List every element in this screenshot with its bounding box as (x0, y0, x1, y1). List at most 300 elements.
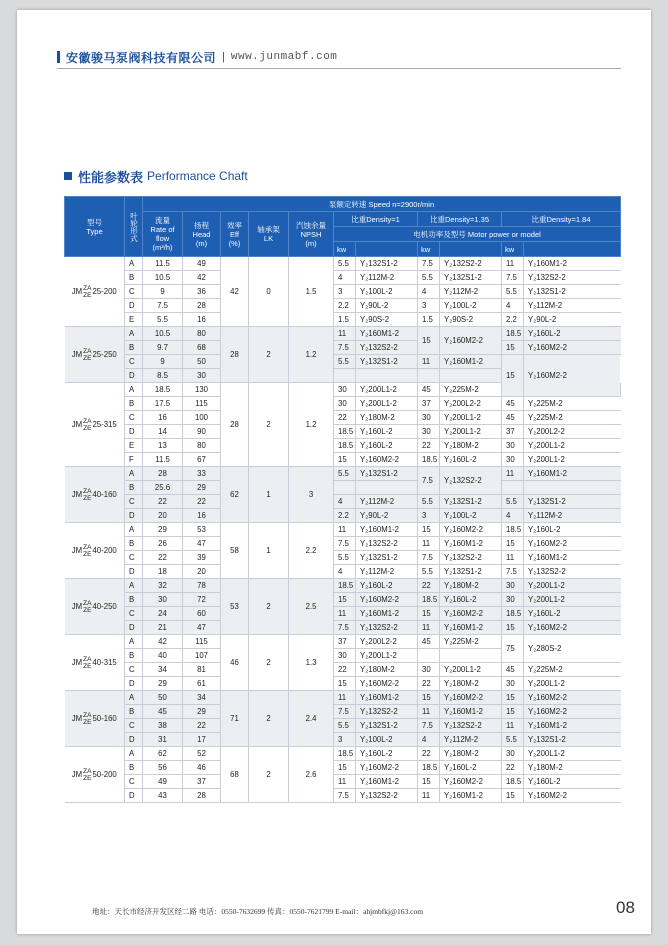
table-row (65, 747, 621, 761)
bearing-value: 2 (249, 579, 289, 635)
motor-kw: 7.5 (334, 621, 356, 635)
motor-model: Y₂160M1-2 (356, 327, 418, 341)
head-value: 28 (183, 299, 221, 313)
model-cell (65, 257, 125, 327)
motor-model: Y₂200L1-2 (524, 439, 621, 453)
flow-value: 18.5 (143, 383, 183, 397)
head-value: 34 (183, 691, 221, 705)
impeller-code: D (125, 565, 143, 579)
npsh-value: 1.3 (289, 635, 334, 691)
motor-kw: 11 (334, 775, 356, 789)
motor-kw: 3 (334, 285, 356, 299)
motor-model: Y₂200L1-2 (440, 411, 502, 425)
motor-model: Y₂132S1-2 (440, 495, 502, 509)
motor-model: Y₂160M1-2 (440, 789, 502, 803)
motor-kw: 30 (502, 439, 524, 453)
flow-value: 29 (143, 523, 183, 537)
head-value: 42 (183, 271, 221, 285)
table-row (65, 775, 621, 789)
motor-kw: 11 (502, 719, 524, 733)
impeller-code: C (125, 551, 143, 565)
motor-kw: 2.2 (334, 299, 356, 313)
motor-model: Y₂112M-2 (440, 285, 502, 299)
table-row (65, 411, 621, 425)
motor-model: Y₂160M1-2 (440, 621, 502, 635)
motor-model: Y₂132S2-2 (356, 537, 418, 551)
motor-model: Y₂225M-2 (524, 397, 621, 411)
motor-kw: 30 (502, 579, 524, 593)
flow-value: 10.5 (143, 271, 183, 285)
head-value: 47 (183, 621, 221, 635)
motor-kw: 30 (334, 649, 356, 663)
efficiency-value: 53 (221, 579, 249, 635)
motor-kw: 11 (334, 607, 356, 621)
motor-kw: 18.5 (334, 579, 356, 593)
flow-value: 8.5 (143, 369, 183, 383)
motor-kw: 15 (334, 761, 356, 775)
bearing-value: 0 (249, 257, 289, 327)
motor-kw: 15 (502, 537, 524, 551)
motor-model: Y₂132S2-2 (356, 341, 418, 355)
bearing-value: 2 (249, 327, 289, 383)
head-value: 22 (183, 719, 221, 733)
impeller-code: E (125, 439, 143, 453)
company-name: 安徽骏马泵阀科技有限公司 (66, 50, 217, 65)
flow-value: 11.5 (143, 453, 183, 467)
motor-model: Y₂160L-2 (356, 439, 418, 453)
motor-kw: 22 (418, 677, 440, 691)
motor-kw: 1.5 (418, 313, 440, 327)
impeller-code: A (125, 635, 143, 649)
model-ze: ZE (83, 718, 92, 726)
motor-kw: 11 (502, 257, 524, 271)
table-row (65, 453, 621, 467)
head-value: 60 (183, 607, 221, 621)
motor-model: Y₂180M-2 (440, 439, 502, 453)
head-value: 22 (183, 495, 221, 509)
head-value: 29 (183, 481, 221, 495)
head-value: 37 (183, 775, 221, 789)
model-number: 40-250 (92, 601, 117, 611)
model-za: ZA (83, 711, 92, 719)
head-value: 29 (183, 705, 221, 719)
flow-value: 30 (143, 593, 183, 607)
head-value: 61 (183, 677, 221, 691)
head-value: 115 (183, 397, 221, 411)
impeller-code: D (125, 509, 143, 523)
flow-value: 26 (143, 537, 183, 551)
motor-kw: 7.5 (334, 705, 356, 719)
motor-kw: 30 (418, 663, 440, 677)
head-value: 17 (183, 733, 221, 747)
table-row (65, 537, 621, 551)
table-row (65, 761, 621, 775)
model-number: 40-315 (92, 657, 117, 667)
impeller-code: A (125, 257, 143, 271)
motor-kw: 7.5 (334, 789, 356, 803)
header-bearing: 轴承架 LK (249, 212, 289, 257)
npsh-value: 2.2 (289, 523, 334, 579)
motor-kw: 3 (334, 733, 356, 747)
flow-value: 9 (143, 355, 183, 369)
motor-kw: 22 (502, 761, 524, 775)
motor-model: Y₂132S1-2 (440, 271, 502, 285)
table-row (65, 355, 621, 369)
motor-kw: 22 (418, 579, 440, 593)
model-za-ze (83, 488, 91, 502)
model-ze: ZE (83, 494, 92, 502)
section-title-en: Performance Chaft (147, 169, 248, 183)
model-za-ze (83, 348, 91, 362)
motor-model: Y₂160M1-2 (440, 537, 502, 551)
motor-kw: 7.5 (418, 257, 440, 271)
motor-model: Y₂132S1-2 (440, 565, 502, 579)
impeller-code: C (125, 775, 143, 789)
motor-model: Y₂132S2-2 (440, 551, 502, 565)
motor-model: Y₂160M2-2 (524, 341, 621, 355)
flow-value: 42 (143, 635, 183, 649)
npsh-value: 1.2 (289, 383, 334, 467)
table-row (65, 467, 621, 481)
motor-kw: 11 (418, 621, 440, 635)
header-kw: kw (502, 242, 524, 257)
header-head: 扬程 Head (m) (183, 212, 221, 257)
impeller-code: A (125, 579, 143, 593)
motor-kw: 5.5 (502, 495, 524, 509)
efficiency-value: 28 (221, 383, 249, 467)
head-value: 68 (183, 341, 221, 355)
motor-kw: 15 (418, 775, 440, 789)
motor-model: Y₂112M-2 (440, 733, 502, 747)
head-value: 107 (183, 649, 221, 663)
table-row (65, 607, 621, 621)
bearing-value: 2 (249, 635, 289, 691)
table-row (65, 719, 621, 733)
motor-kw: 15 (334, 453, 356, 467)
model-number: 50-160 (92, 713, 117, 723)
motor-model: Y₂160L-2 (356, 579, 418, 593)
motor-model: Y₂200L1-2 (356, 649, 418, 663)
motor-model: Y₂160M2-2 (356, 761, 418, 775)
motor-model: Y₂160M1-2 (440, 705, 502, 719)
motor-kw: 5.5 (502, 733, 524, 747)
motor-kw: 15 (418, 691, 440, 705)
motor-kw: 18.5 (502, 607, 524, 621)
table-row (65, 257, 621, 271)
table-row (65, 621, 621, 635)
head-value: 80 (183, 327, 221, 341)
flow-value: 32 (143, 579, 183, 593)
motor-model: Y₂160M2-2 (356, 677, 418, 691)
model-cell (65, 327, 125, 383)
motor-kw: 4 (418, 733, 440, 747)
motor-kw: 15 (502, 341, 524, 355)
motor-model (440, 649, 502, 663)
motor-kw: 30 (334, 397, 356, 411)
impeller-code: D (125, 677, 143, 691)
motor-model: Y₂180M-2 (440, 747, 502, 761)
table-row (65, 705, 621, 719)
flow-value: 17.5 (143, 397, 183, 411)
impeller-code: B (125, 537, 143, 551)
motor-kw: 11 (502, 551, 524, 565)
motor-model: Y₂90L-2 (356, 299, 418, 313)
motor-kw: 7.5 (502, 565, 524, 579)
motor-model: Y₂132S1-2 (356, 355, 418, 369)
motor-kw: 30 (502, 593, 524, 607)
bearing-value: 1 (249, 523, 289, 579)
motor-kw: 5.5 (334, 257, 356, 271)
motor-model: Y₂160M1-2 (524, 257, 621, 271)
impeller-code: F (125, 453, 143, 467)
motor-kw: 45 (502, 397, 524, 411)
motor-kw: 7.5 (334, 537, 356, 551)
motor-kw: 18.5 (502, 775, 524, 789)
flow-value: 5.5 (143, 313, 183, 327)
motor-model: Y₂160M2-2 (524, 621, 621, 635)
impeller-code: E (125, 313, 143, 327)
model-prefix: JM (71, 286, 83, 296)
model-prefix: JM (71, 601, 83, 611)
head-value: 28 (183, 789, 221, 803)
motor-model: Y₂160L-2 (524, 607, 621, 621)
head-value: 20 (183, 565, 221, 579)
motor-model: Y₂160M1-2 (524, 551, 621, 565)
flow-value: 9 (143, 285, 183, 299)
efficiency-value: 68 (221, 747, 249, 803)
model-prefix: JM (71, 349, 83, 359)
motor-kw: 18.5 (418, 453, 440, 467)
motor-model: Y₂200L1-2 (440, 663, 502, 677)
impeller-code: B (125, 593, 143, 607)
motor-model: Y₂200L1-2 (440, 425, 502, 439)
motor-kw: 15 (334, 593, 356, 607)
impeller-code: B (125, 761, 143, 775)
table-row (65, 299, 621, 313)
model-prefix: JM (71, 545, 83, 555)
section-title (64, 168, 248, 184)
header-type: 型号 Type (65, 197, 125, 257)
motor-model: Y₂160M2-2 (440, 607, 502, 621)
motor-kw: 30 (502, 453, 524, 467)
motor-model: Y₂225M-2 (440, 635, 502, 649)
motor-model (440, 369, 502, 383)
motor-model: Y₂160L-2 (440, 453, 502, 467)
head-value: 78 (183, 579, 221, 593)
header-divider (57, 68, 621, 69)
bearing-value: 2 (249, 747, 289, 803)
motor-kw: 45 (418, 635, 440, 649)
impeller-code: A (125, 523, 143, 537)
table-row (65, 789, 621, 803)
motor-kw: 22 (418, 439, 440, 453)
impeller-code: C (125, 607, 143, 621)
header-density-184: 比重Density=1.84 (502, 212, 621, 227)
model-cell (65, 383, 125, 467)
efficiency-value: 71 (221, 691, 249, 747)
model-za: ZA (83, 417, 92, 425)
table-row (65, 397, 621, 411)
model-ze: ZE (83, 424, 92, 432)
motor-kw: 15 (502, 355, 524, 397)
table-row (65, 495, 621, 509)
model-prefix: JM (71, 489, 83, 499)
table-row (65, 439, 621, 453)
head-value: 36 (183, 285, 221, 299)
motor-model: Y₂160M2-2 (440, 775, 502, 789)
npsh-value: 2.6 (289, 747, 334, 803)
motor-model: Y₂160M1-2 (440, 355, 502, 369)
motor-model: Y₂180M-2 (440, 579, 502, 593)
motor-model: Y₂160M1-2 (524, 467, 621, 481)
motor-kw: 5.5 (502, 285, 524, 299)
motor-kw: 11 (418, 705, 440, 719)
motor-kw: 15 (334, 677, 356, 691)
motor-kw: 15 (502, 691, 524, 705)
motor-kw: 7.5 (418, 467, 440, 495)
head-value: 80 (183, 439, 221, 453)
motor-model: Y₂100L-2 (440, 299, 502, 313)
flow-value: 50 (143, 691, 183, 705)
motor-kw: 11 (334, 327, 356, 341)
bearing-value: 1 (249, 467, 289, 523)
impeller-code: B (125, 271, 143, 285)
motor-model: Y₂160M1-2 (356, 775, 418, 789)
table-row (65, 425, 621, 439)
motor-model: Y₂132S2-2 (356, 789, 418, 803)
flow-value: 7.5 (143, 299, 183, 313)
table-row (65, 677, 621, 691)
model-cell (65, 691, 125, 747)
efficiency-value: 58 (221, 523, 249, 579)
impeller-code: C (125, 411, 143, 425)
model-number: 25-200 (92, 286, 117, 296)
motor-kw: 5.5 (334, 467, 356, 481)
motor-model: Y₂200L2-2 (356, 635, 418, 649)
table-row (65, 579, 621, 593)
impeller-code: A (125, 467, 143, 481)
header-density-1: 比重Density=1 (334, 212, 418, 227)
head-value: 53 (183, 523, 221, 537)
flow-value: 62 (143, 747, 183, 761)
flow-value: 31 (143, 733, 183, 747)
motor-model: Y₂132S2-2 (356, 621, 418, 635)
motor-kw: 15 (418, 523, 440, 537)
model-za-ze (83, 656, 91, 670)
motor-kw: 30 (418, 411, 440, 425)
table-row (65, 551, 621, 565)
table-row (65, 733, 621, 747)
motor-model: Y₂200L1-2 (524, 593, 621, 607)
page (17, 10, 651, 934)
flow-value: 56 (143, 761, 183, 775)
motor-model: Y₂132S2-2 (524, 271, 621, 285)
table-row (65, 327, 621, 341)
motor-model: Y₂160M2-2 (440, 691, 502, 705)
impeller-code: C (125, 285, 143, 299)
motor-model: Y₂200L1-2 (524, 677, 621, 691)
model-za-ze (83, 285, 91, 299)
head-value: 16 (183, 313, 221, 327)
head-value: 130 (183, 383, 221, 397)
head-value: 30 (183, 369, 221, 383)
motor-model: Y₂200L1-2 (524, 747, 621, 761)
motor-model: Y₂200L2-2 (524, 425, 621, 439)
model-ze: ZE (83, 291, 92, 299)
motor-model: Y₂160M2-2 (524, 789, 621, 803)
motor-model: Y₂112M-2 (356, 271, 418, 285)
motor-model: Y₂200L2-2 (440, 397, 502, 411)
motor-model: Y₂90L-2 (356, 509, 418, 523)
bearing-value: 2 (249, 691, 289, 747)
motor-model: Y₂112M-2 (524, 299, 621, 313)
motor-kw: 22 (418, 747, 440, 761)
motor-model: Y₂280S-2 (524, 635, 621, 663)
model-za-ze (83, 712, 91, 726)
motor-kw: 15 (502, 789, 524, 803)
motor-kw: 30 (502, 747, 524, 761)
motor-kw: 4 (418, 285, 440, 299)
motor-model: Y₂100L-2 (440, 509, 502, 523)
table-row (65, 635, 621, 649)
model-prefix: JM (71, 419, 83, 429)
impeller-code: D (125, 733, 143, 747)
npsh-value: 2.5 (289, 579, 334, 635)
impeller-code: D (125, 425, 143, 439)
flow-value: 14 (143, 425, 183, 439)
motor-kw: 75 (502, 635, 524, 663)
efficiency-value: 28 (221, 327, 249, 383)
motor-model: Y₂160L-2 (356, 425, 418, 439)
motor-model: Y₂160M1-2 (524, 719, 621, 733)
motor-kw: 2.2 (502, 313, 524, 327)
motor-model: Y₂160M2-2 (356, 593, 418, 607)
motor-kw: 30 (418, 425, 440, 439)
motor-model: Y₂100L-2 (356, 733, 418, 747)
model-za: ZA (83, 284, 92, 292)
motor-model: Y₂112M-2 (524, 509, 621, 523)
model-za: ZA (83, 543, 92, 551)
model-prefix: JM (71, 713, 83, 723)
impeller-code: D (125, 299, 143, 313)
motor-model: Y₂90S-2 (356, 313, 418, 327)
motor-kw: 3 (418, 509, 440, 523)
motor-model: Y₂180M-2 (356, 411, 418, 425)
model-za: ZA (83, 347, 92, 355)
model-za-ze (83, 600, 91, 614)
efficiency-value: 42 (221, 257, 249, 327)
motor-kw: 5.5 (334, 719, 356, 733)
motor-model (524, 481, 621, 495)
motor-model (356, 369, 418, 383)
footer-contact: 地址：天长市经济开发区经二路 电话：0550-7632699 传真：0550-7621799 E-mail：ahjmbfkj@163.com (92, 907, 424, 916)
impeller-code: B (125, 705, 143, 719)
model-cell (65, 635, 125, 691)
efficiency-value: 46 (221, 635, 249, 691)
table-row (65, 341, 621, 355)
motor-kw (502, 481, 524, 495)
page-number: 08 (616, 898, 635, 917)
motor-model: Y₂180M-2 (356, 663, 418, 677)
impeller-code: D (125, 789, 143, 803)
motor-kw: 18.5 (502, 523, 524, 537)
model-za: ZA (83, 487, 92, 495)
head-value: 115 (183, 635, 221, 649)
model-number: 40-200 (92, 545, 117, 555)
motor-kw: 18.5 (334, 439, 356, 453)
motor-kw: 4 (502, 299, 524, 313)
motor-model: Y₂90S-2 (440, 313, 502, 327)
